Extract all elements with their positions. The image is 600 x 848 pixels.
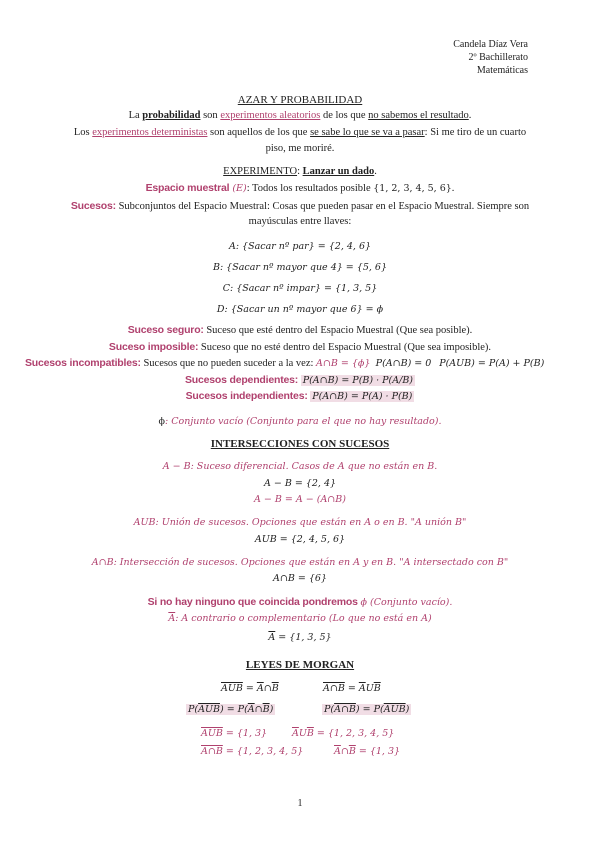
intro-text: .	[468, 110, 472, 121]
keyword-no-sabemos: no sabemos el resultado	[368, 110, 469, 121]
keyword-aleatorios: experimentos aleatorios	[220, 110, 321, 121]
intro-line-3: piso, me moriré.	[265, 143, 335, 154]
author-course: 2º Bachillerato	[468, 52, 528, 63]
separator: .	[374, 166, 377, 177]
ninguno-text: Si no hay ninguno que coincida pondremos	[147, 596, 361, 608]
suceso-seguro-text: Suceso que esté dentro del Espacio Muestral (Que sea posible).	[203, 325, 473, 336]
separator: :	[297, 166, 303, 177]
intro-text: de los que	[320, 110, 369, 121]
sucesos-text: Subconjuntos del Espacio Muestral: Cosas que pueden pasar en el Espacio Muestral. Siempre son	[115, 201, 530, 212]
morgan-prob-1: $P(\overline{AUB})$ = $P(\overline{A}\cap\overline{B})$	[188, 704, 274, 715]
incompatibles-formula-3: P(AUB) = P(A) + P(B)	[439, 358, 545, 369]
intro-text: La	[128, 110, 143, 121]
morgan-example-1: $\overline{AUB} = \{1$, 3}	[201, 728, 268, 739]
espacio-set: {1, 2, 3, 4, 5, 6}	[373, 183, 452, 194]
experimento-line	[0, 166, 600, 177]
intro-text: son aquellos de los que	[207, 127, 311, 138]
independientes-label: Sucesos independientes:	[185, 390, 308, 402]
suceso-seguro-line	[0, 324, 600, 336]
sucesos-line-2: mayúsculas entre llaves:	[248, 216, 352, 227]
suceso-imposible-line	[0, 341, 600, 353]
incompatibles-label: Sucesos incompatibles:	[25, 357, 141, 369]
example-d: D: {Sacar un nº mayor que 6} = ϕ	[216, 304, 384, 315]
morgan-example-3: A∩B = {1, 2, 3, 4, 5}	[201, 746, 304, 757]
intro-text: son	[200, 110, 221, 121]
intro-line-1	[0, 110, 600, 121]
dependientes-line	[0, 374, 600, 386]
sucesos-label: Sucesos:	[70, 200, 116, 212]
diferencia-definition: A − B: Suceso diferencial. Casos de A que no están en B.	[162, 461, 438, 472]
espacio-symbol: (E)	[229, 183, 247, 194]
sucesos-line-1	[0, 200, 600, 212]
complementario-definition	[0, 613, 600, 624]
union-definition: AUB: Unión de sucesos. Opciones que están en A o en B. "A unión B"	[133, 517, 467, 528]
morgan-law-1: $\overline{AUB}$ = $\overline{A}\cap\overline{B}$	[221, 683, 279, 694]
complement-symbol: $\overline{A}$	[168, 613, 176, 624]
intersecciones-title: INTERSECCIONES CON SUCESOS	[210, 438, 390, 450]
complement-symbol: $\overline{A}$	[268, 632, 276, 643]
incompatibles-line	[25, 357, 544, 369]
author-header	[453, 38, 528, 77]
morgan-example-4: $\overline{A}\cap\overline{B} = \{1$, 3}	[334, 746, 401, 757]
complementario-example	[0, 632, 600, 643]
diferencia-equation: A − B = A − (A∩B)	[254, 494, 346, 505]
example-a: A: {Sacar nº par} = {2, 4, 6}	[228, 241, 372, 252]
complementario-text: : A contrario o complementario (Lo que no está en A)	[175, 613, 432, 624]
experimento-label: EXPERIMENTO	[223, 166, 298, 177]
diferencia-example: A − B = {2, 4}	[263, 478, 337, 489]
conjunto-vacio-line	[0, 416, 600, 427]
dependientes-label: Sucesos dependientes:	[184, 374, 299, 386]
interseccion-example: A∩B = {6}	[273, 573, 327, 584]
intro-line-2	[0, 127, 600, 138]
independientes-line	[0, 390, 600, 402]
complementario-set: = {1, 3, 5}	[275, 632, 332, 643]
keyword-se-sabe: se sabe lo que se va a pasar	[310, 127, 425, 138]
separator: .	[451, 183, 455, 194]
suceso-imposible-text: Suceso que no esté dentro del Espacio Muestral (Que sea imposible).	[198, 342, 492, 353]
morgan-title: LEYES DE MORGAN	[245, 659, 355, 671]
intro-text: : Si me tiro de un cuarto	[424, 127, 527, 138]
author-name: Candela Díaz Vera	[453, 39, 528, 50]
interseccion-definition: A∩B: Intersección de sucesos. Opciones que están en A y en B. "A intersectado con B"	[91, 557, 509, 568]
keyword-probabilidad: probabilidad	[142, 110, 201, 121]
example-b: B: {Sacar nº mayor que 4} = {5, 6}	[212, 262, 388, 273]
independientes-formula: P(A∩B) = P(A) · P(B)	[312, 391, 413, 402]
example-c: C: {Sacar nº impar} = {1, 3, 5}	[222, 283, 378, 294]
morgan-law-2: A∩B = $\overline{A}U\overline{B}$	[323, 683, 381, 694]
intro-text: Los	[73, 127, 93, 138]
conjunto-vacio-text: : Conjunto vacío (Conjunto para el que no hay resultado).	[165, 416, 442, 427]
espacio-muestral-label: Espacio muestral	[145, 182, 230, 194]
dependientes-formula: P(A∩B) = P(B) · P(A/B)	[302, 375, 414, 386]
union-example: AUB = {2, 4, 5, 6}	[254, 534, 346, 545]
experimento-value: Lanzar un dado	[302, 166, 375, 177]
incompatibles-formula-1: A∩B = {ϕ}	[316, 358, 371, 369]
page-title: AZAR Y PROBABILIDAD	[237, 94, 363, 106]
ninguno-line	[0, 596, 600, 608]
espacio-text: : Todos los resultados posible	[246, 183, 374, 194]
incompatibles-formula-2: P(A∩B) = 0	[375, 358, 432, 369]
keyword-deterministas: experimentos deterministas	[92, 127, 208, 138]
suceso-imposible-label: Suceso imposible:	[108, 341, 199, 353]
morgan-example-2: $\overline{A}U\overline{B} = \{1$, 2, 3, 4, 5}	[292, 728, 395, 739]
espacio-muestral-line	[0, 182, 600, 194]
suceso-seguro-label: Suceso seguro:	[127, 324, 204, 336]
incompatibles-text: Sucesos que no pueden suceder a la vez:	[140, 358, 317, 369]
page-number: 1	[297, 798, 303, 809]
ninguno-symbol: ϕ (Conjunto vacío).	[360, 597, 453, 608]
morgan-prob-2: P(A∩B) = $P(\overline{AUB})$	[324, 704, 410, 715]
empty-set-symbol: ϕ	[158, 416, 165, 427]
author-subject: Matemáticas	[476, 65, 528, 76]
